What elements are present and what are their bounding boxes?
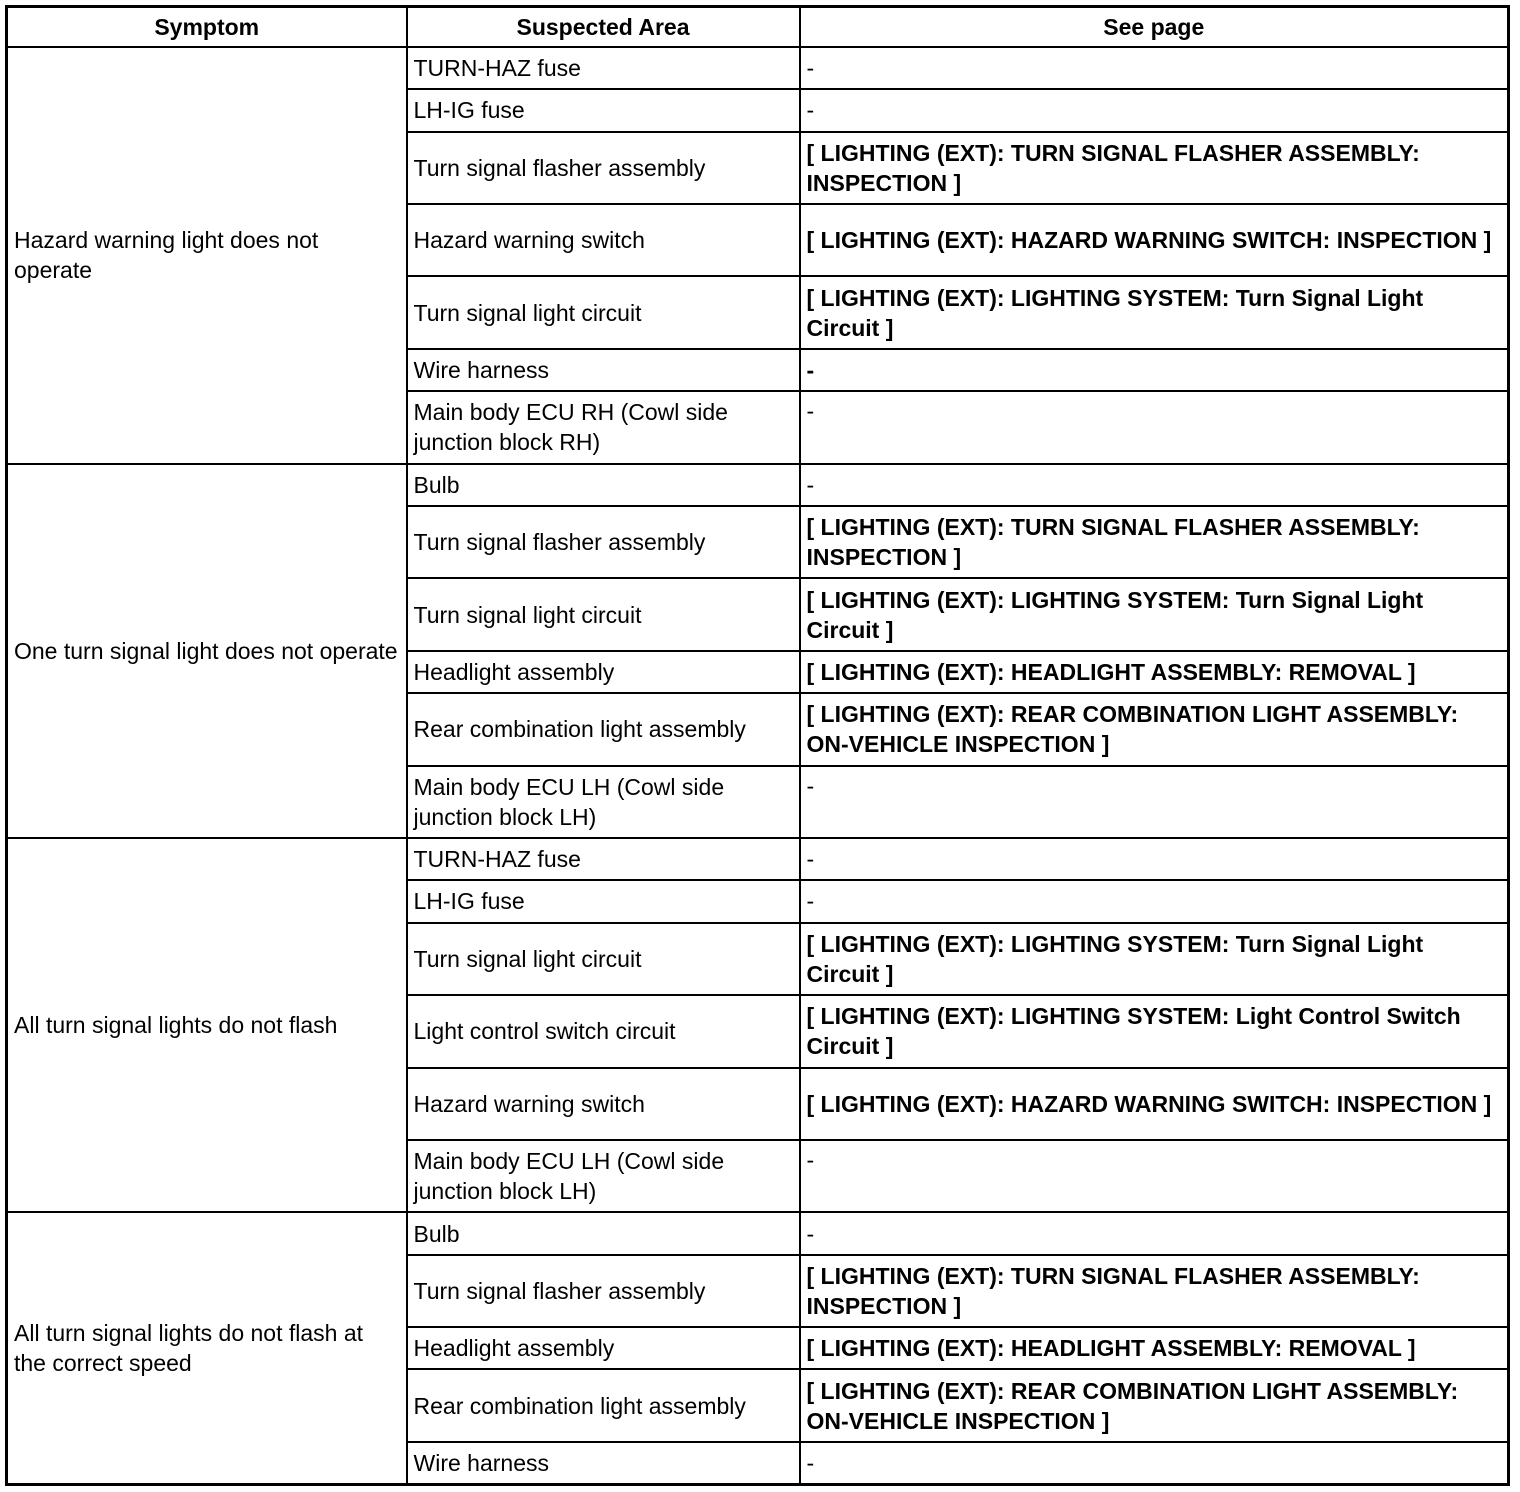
page-ref-cell: [ LIGHTING (EXT): HEADLIGHT ASSEMBLY: REMOVAL ] — [800, 651, 1509, 693]
page-ref-cell: [ LIGHTING (EXT): REAR COMBINATION LIGHT ASSEMBLY: ON-VEHICLE INSPECTION ] — [800, 1369, 1509, 1441]
symptom-cell: One turn signal light does not operate — [7, 464, 407, 838]
page-ref-cell: - — [800, 464, 1509, 506]
header-symptom: Symptom — [7, 7, 407, 48]
area-cell: Main body ECU RH (Cowl side junction block RH) — [407, 391, 800, 463]
page-ref-cell: - — [800, 1140, 1509, 1212]
symptom-cell: All turn signal lights do not flash at the correct speed — [7, 1212, 407, 1484]
area-cell: Main body ECU LH (Cowl side junction block LH) — [407, 766, 800, 838]
page-ref-cell: [ LIGHTING (EXT): HAZARD WARNING SWITCH: INSPECTION ] — [800, 1068, 1509, 1140]
page-ref-cell: [ LIGHTING (EXT): HAZARD WARNING SWITCH: INSPECTION ] — [800, 204, 1509, 276]
page-ref-cell: [ LIGHTING (EXT): LIGHTING SYSTEM: Turn Signal Light Circuit ] — [800, 276, 1509, 348]
page-ref-cell: [ LIGHTING (EXT): LIGHTING SYSTEM: Turn Signal Light Circuit ] — [800, 923, 1509, 995]
area-cell: Turn signal light circuit — [407, 578, 800, 650]
area-cell: Turn signal flasher assembly — [407, 132, 800, 204]
area-cell: LH-IG fuse — [407, 880, 800, 922]
troubleshooting-table — [5, 5, 1510, 1486]
area-cell: Turn signal light circuit — [407, 923, 800, 995]
area-cell: LH-IG fuse — [407, 89, 800, 131]
page-ref-cell: [ LIGHTING (EXT): LIGHTING SYSTEM: Turn Signal Light Circuit ] — [800, 578, 1509, 650]
area-cell: Light control switch circuit — [407, 995, 800, 1067]
table-row — [7, 464, 1509, 506]
page-ref-cell: [ LIGHTING (EXT): TURN SIGNAL FLASHER ASSEMBLY: INSPECTION ] — [800, 506, 1509, 578]
area-cell: Rear combination light assembly — [407, 693, 800, 765]
page-ref-cell: - — [800, 1212, 1509, 1254]
area-cell: Hazard warning switch — [407, 204, 800, 276]
page-ref-cell: - — [800, 838, 1509, 880]
area-cell: Turn signal light circuit — [407, 276, 800, 348]
area-cell: Main body ECU LH (Cowl side junction block LH) — [407, 1140, 800, 1212]
area-cell: TURN-HAZ fuse — [407, 838, 800, 880]
area-cell: Wire harness — [407, 349, 800, 391]
page-ref-cell: [ LIGHTING (EXT): LIGHTING SYSTEM: Light Control Switch Circuit ] — [800, 995, 1509, 1067]
header-suspected-area: Suspected Area — [407, 7, 800, 48]
page-ref-cell: - — [800, 766, 1509, 838]
header-see-page: See page — [800, 7, 1509, 48]
symptom-cell: All turn signal lights do not flash — [7, 838, 407, 1212]
page-ref-cell: - — [800, 349, 1509, 391]
page-ref-cell: [ LIGHTING (EXT): TURN SIGNAL FLASHER ASSEMBLY: INSPECTION ] — [800, 1255, 1509, 1327]
page-ref-cell: [ LIGHTING (EXT): TURN SIGNAL FLASHER ASSEMBLY: INSPECTION ] — [800, 132, 1509, 204]
page-ref-cell: - — [800, 47, 1509, 89]
area-cell: Wire harness — [407, 1442, 800, 1485]
table-row — [7, 1212, 1509, 1254]
area-cell: Hazard warning switch — [407, 1068, 800, 1140]
page-ref-cell: - — [800, 391, 1509, 463]
table-row — [7, 838, 1509, 880]
area-cell: Bulb — [407, 464, 800, 506]
symptom-cell: Hazard warning light does not operate — [7, 47, 407, 464]
area-cell: Headlight assembly — [407, 651, 800, 693]
area-cell: Headlight assembly — [407, 1327, 800, 1369]
page-ref-cell: [ LIGHTING (EXT): HEADLIGHT ASSEMBLY: REMOVAL ] — [800, 1327, 1509, 1369]
header-row — [7, 7, 1509, 48]
page-ref-cell: - — [800, 89, 1509, 131]
area-cell: Turn signal flasher assembly — [407, 1255, 800, 1327]
area-cell: Rear combination light assembly — [407, 1369, 800, 1441]
table-row — [7, 47, 1509, 89]
area-cell: Bulb — [407, 1212, 800, 1254]
area-cell: Turn signal flasher assembly — [407, 506, 800, 578]
page-ref-cell: - — [800, 880, 1509, 922]
page-ref-cell: [ LIGHTING (EXT): REAR COMBINATION LIGHT ASSEMBLY: ON-VEHICLE INSPECTION ] — [800, 693, 1509, 765]
page-ref-cell: - — [800, 1442, 1509, 1485]
area-cell: TURN-HAZ fuse — [407, 47, 800, 89]
